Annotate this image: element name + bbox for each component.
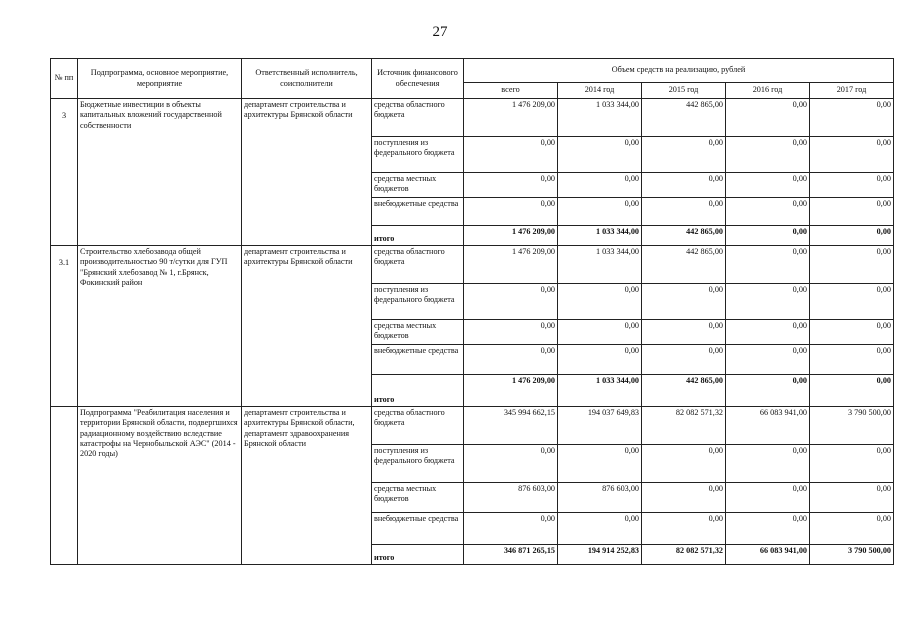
- amount-cell: 1 033 344,00: [558, 375, 642, 407]
- amount-cell: 442 865,00: [642, 226, 726, 246]
- funding-source: итого: [372, 375, 464, 407]
- amount-cell: 0,00: [464, 173, 558, 198]
- amount-cell: 0,00: [464, 345, 558, 375]
- amount-cell: 0,00: [464, 137, 558, 173]
- amount-cell: 0,00: [726, 320, 810, 345]
- amount-cell: 0,00: [810, 226, 894, 246]
- header-year: 2014 год: [558, 83, 642, 99]
- amount-cell: 0,00: [810, 99, 894, 137]
- amount-cell: 1 033 344,00: [558, 99, 642, 137]
- amount-cell: 0,00: [810, 137, 894, 173]
- funding-source: итого: [372, 545, 464, 565]
- amount-cell: 82 082 571,32: [642, 545, 726, 565]
- funding-source: средства областного бюджета: [372, 407, 464, 445]
- table-row: [51, 246, 894, 284]
- amount-cell: 0,00: [810, 320, 894, 345]
- group-executor: департамент строительства и архитектуры Брянской области: [242, 246, 372, 407]
- amount-cell: 1 033 344,00: [558, 246, 642, 284]
- amount-cell: 0,00: [810, 173, 894, 198]
- amount-cell: 0,00: [642, 137, 726, 173]
- header-executor: Ответственный исполнитель, соисполнители: [242, 59, 372, 99]
- amount-cell: 3 790 500,00: [810, 407, 894, 445]
- amount-cell: 194 914 252,83: [558, 545, 642, 565]
- header-program: Подпрограмма, основное мероприятие, мероприятие: [78, 59, 242, 99]
- group-executor: департамент строительства и архитектуры Брянской области, департамент здравоохранения Брянской области: [242, 407, 372, 565]
- amount-cell: 0,00: [726, 375, 810, 407]
- group-program: Строительство хлебозавода общей производительностью 90 т/сутки для ГУП "Брянский хлебозавод № 1, г.Брянск, Фокинский район: [78, 246, 242, 407]
- amount-cell: 0,00: [464, 320, 558, 345]
- amount-cell: 1 476 209,00: [464, 226, 558, 246]
- group-index: 3: [51, 99, 78, 246]
- amount-cell: 1 476 209,00: [464, 99, 558, 137]
- header-year: 2015 год: [642, 83, 726, 99]
- amount-cell: 0,00: [558, 198, 642, 226]
- amount-cell: 876 603,00: [558, 483, 642, 513]
- amount-cell: 0,00: [726, 226, 810, 246]
- amount-cell: 3 790 500,00: [810, 545, 894, 565]
- amount-cell: 0,00: [810, 246, 894, 284]
- amount-cell: 66 083 941,00: [726, 545, 810, 565]
- amount-cell: 0,00: [558, 320, 642, 345]
- amount-cell: 0,00: [810, 284, 894, 320]
- amount-cell: 0,00: [558, 137, 642, 173]
- amount-cell: 0,00: [558, 345, 642, 375]
- amount-cell: 0,00: [726, 246, 810, 284]
- table-row: [51, 407, 894, 445]
- amount-cell: 0,00: [726, 483, 810, 513]
- header-source: Источник финансового обеспечения: [372, 59, 464, 99]
- amount-cell: 0,00: [810, 445, 894, 483]
- amount-cell: 0,00: [726, 99, 810, 137]
- header-year: 2017 год: [810, 83, 894, 99]
- group-index: 3.1: [51, 246, 78, 407]
- amount-cell: 0,00: [810, 513, 894, 545]
- header-year: 2016 год: [726, 83, 810, 99]
- amount-cell: 0,00: [726, 445, 810, 483]
- amount-cell: 0,00: [642, 173, 726, 198]
- amount-cell: 0,00: [642, 483, 726, 513]
- funding-source: внебюджетные средства: [372, 345, 464, 375]
- group-program: Бюджетные инвестиции в объекты капитальных вложений государственной собственности: [78, 99, 242, 246]
- amount-cell: 1 476 209,00: [464, 246, 558, 284]
- amount-cell: 345 994 662,15: [464, 407, 558, 445]
- amount-cell: 0,00: [464, 198, 558, 226]
- amount-cell: 82 082 571,32: [642, 407, 726, 445]
- header-num: № пп: [51, 59, 78, 99]
- amount-cell: 0,00: [642, 198, 726, 226]
- amount-cell: 0,00: [810, 345, 894, 375]
- budget-table: [50, 58, 894, 565]
- group-executor: департамент строительства и архитектуры Брянской области: [242, 99, 372, 246]
- funding-source: итого: [372, 226, 464, 246]
- funding-source: средства местных бюджетов: [372, 320, 464, 345]
- amount-cell: 0,00: [726, 345, 810, 375]
- funding-source: средства областного бюджета: [372, 99, 464, 137]
- amount-cell: 0,00: [810, 375, 894, 407]
- amount-cell: 194 037 649,83: [558, 407, 642, 445]
- amount-cell: 0,00: [642, 284, 726, 320]
- amount-cell: 1 033 344,00: [558, 226, 642, 246]
- amount-cell: 0,00: [642, 345, 726, 375]
- amount-cell: 0,00: [558, 173, 642, 198]
- group-program: Подпрограмма "Реабилитация населения и территории Брянской области, подвергшихся радиационному воздействию вследствие катастрофы на Чернобыльской АЭС" (2014 - 2020 годы): [78, 407, 242, 565]
- header-volume: Объем средств на реализацию, рублей: [464, 59, 894, 83]
- amount-cell: 0,00: [726, 173, 810, 198]
- funding-source: средства областного бюджета: [372, 246, 464, 284]
- amount-cell: 0,00: [726, 137, 810, 173]
- amount-cell: 0,00: [726, 198, 810, 226]
- amount-cell: 0,00: [642, 320, 726, 345]
- funding-source: средства местных бюджетов: [372, 483, 464, 513]
- amount-cell: 0,00: [726, 284, 810, 320]
- table-body: [51, 99, 894, 565]
- amount-cell: 0,00: [642, 445, 726, 483]
- funding-source: внебюджетные средства: [372, 513, 464, 545]
- amount-cell: 346 871 265,15: [464, 545, 558, 565]
- amount-cell: 0,00: [810, 198, 894, 226]
- amount-cell: 0,00: [464, 513, 558, 545]
- amount-cell: 0,00: [726, 513, 810, 545]
- amount-cell: 442 865,00: [642, 99, 726, 137]
- table-row: [51, 99, 894, 137]
- amount-cell: 0,00: [558, 445, 642, 483]
- header-year: всего: [464, 83, 558, 99]
- funding-source: поступления из федерального бюджета: [372, 137, 464, 173]
- amount-cell: 442 865,00: [642, 375, 726, 407]
- amount-cell: 0,00: [810, 483, 894, 513]
- amount-cell: 0,00: [558, 513, 642, 545]
- funding-source: внебюджетные средства: [372, 198, 464, 226]
- funding-source: средства местных бюджетов: [372, 173, 464, 198]
- funding-source: поступления из федерального бюджета: [372, 284, 464, 320]
- amount-cell: 0,00: [464, 284, 558, 320]
- amount-cell: 0,00: [642, 513, 726, 545]
- group-index: [51, 407, 78, 565]
- amount-cell: 876 603,00: [464, 483, 558, 513]
- page-number: 27: [432, 24, 448, 40]
- amount-cell: 442 865,00: [642, 246, 726, 284]
- amount-cell: 0,00: [464, 445, 558, 483]
- amount-cell: 0,00: [558, 284, 642, 320]
- amount-cell: 66 083 941,00: [726, 407, 810, 445]
- funding-source: поступления из федерального бюджета: [372, 445, 464, 483]
- amount-cell: 1 476 209,00: [464, 375, 558, 407]
